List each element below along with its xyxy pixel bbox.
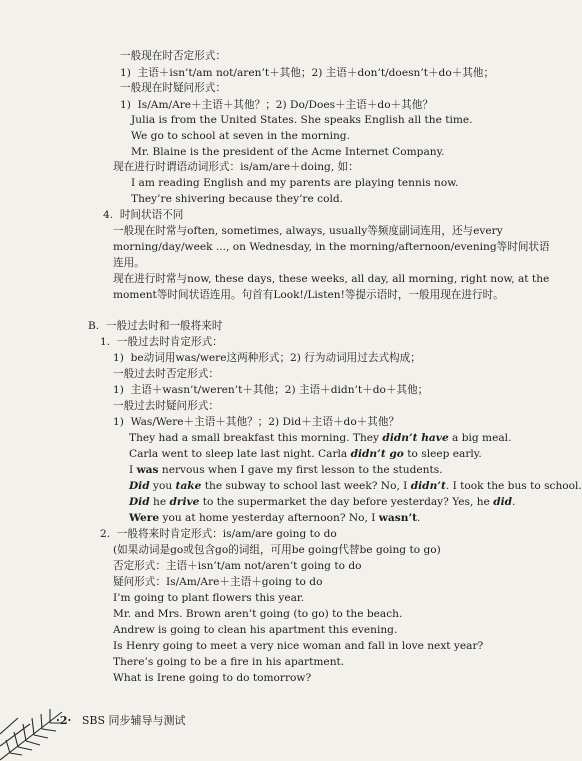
text-line: Mr. and Mrs. Brown aren’t going (to go) to the beach. — [113, 608, 403, 620]
text-line: They’re shivering because they’re cold. — [131, 193, 343, 205]
text-line: Is Henry going to meet a very nice woman and fall in love next year? — [113, 640, 484, 652]
text-line: I am reading English and my parents are playing tennis now. — [131, 177, 459, 189]
text-line: Mr. Blaine is the president of the Acme Internet Company. — [131, 146, 445, 158]
text-line: 现在进行时谓语动词形式：is/am/are＋doing, 如： — [113, 161, 359, 173]
text-line: 1) Is/Am/Are＋主语＋其他？；2) Do/Does＋主语＋do＋其他？ — [120, 99, 433, 111]
page-number: ·2· — [56, 714, 72, 727]
text-line: I’m going to plant flowers this year. — [113, 592, 305, 604]
text-line: 一般现在时常与often, sometimes, always, usually等频度副词连用，还与every — [113, 225, 503, 237]
text-line: 现在进行时常与now, these days, these weeks, all day, all morning, right now, at the — [113, 273, 550, 285]
text-line: morning/day/week ..., on Wednesday, in the morning/afternoon/evening等时间状语 — [113, 241, 550, 253]
text-line: 否定形式：主语＋isn’t/am not/aren’t going to do — [113, 560, 362, 572]
text-line: 4. 时间状语不同 — [103, 209, 184, 221]
page-footer — [56, 712, 185, 728]
text-line: 1) Was/Were＋主语＋其他？；2) Did＋主语＋do＋其他？ — [113, 416, 400, 428]
text-line: 一般过去时否定形式： — [113, 368, 219, 380]
text-line: 一般现在时否定形式： — [120, 50, 226, 62]
text-line: Did you take the subway to school last week? No, I didn’t. I took the bus to school. — [129, 480, 582, 492]
text-line: Andrew is going to clean his apartment this evening. — [113, 624, 398, 636]
text-line: 连用。 — [113, 257, 145, 269]
text-line: moment等时间状语连用。句首有Look!/Listen!等提示语时，一般用现在进行时。 — [113, 289, 504, 301]
book-title: SBS 同步辅导与测试 — [81, 714, 186, 727]
text-line: What is Irene going to do tomorrow? — [113, 672, 312, 684]
text-line: 一般过去时疑问形式： — [113, 400, 219, 412]
text-line: (如果动词是go或包含go的词组，可用be going代替be going to go) — [113, 544, 441, 556]
text-line: 1) 主语＋wasn’t/weren’t＋其他；2) 主语＋didn’t＋do＋其他； — [113, 384, 429, 396]
text-line: Julia is from the United States. She speaks English all the time. — [131, 114, 473, 126]
text-line: 1) 主语＋isn’t/am not/aren’t＋其他；2) 主语＋don’t/doesn’t＋do＋其他； — [120, 67, 495, 79]
text-line: 1) be动词用was/were这两种形式；2) 行为动词用过去式构成； — [113, 352, 421, 364]
text-line: We go to school at seven in the morning. — [131, 130, 350, 142]
text-line: 一般现在时疑问形式： — [120, 82, 226, 94]
text-line: They had a small breakfast this morning. They didn’t have a big meal. — [129, 432, 512, 444]
text-line: There’s going to be a fire in his apartment. — [113, 656, 345, 668]
text-line: B. 一般过去时和一般将来时 — [88, 320, 223, 332]
text-line: 2. 一般将来时肯定形式：is/am/are going to do — [100, 528, 337, 540]
text-line: 1. 一般过去时肯定形式： — [100, 336, 223, 348]
text-line: Were you at home yesterday afternoon? No, I wasn’t. — [129, 512, 421, 524]
text-line: 疑问形式：Is/Am/Are＋主语＋going to do — [113, 576, 323, 588]
text-line: Carla went to sleep late last night. Carla didn’t go to sleep early. — [129, 448, 482, 460]
text-line: I was nervous when I gave my first lesson to the students. — [129, 464, 443, 476]
text-line: Did he drive to the supermarket the day before yesterday? Yes, he did. — [129, 496, 516, 508]
